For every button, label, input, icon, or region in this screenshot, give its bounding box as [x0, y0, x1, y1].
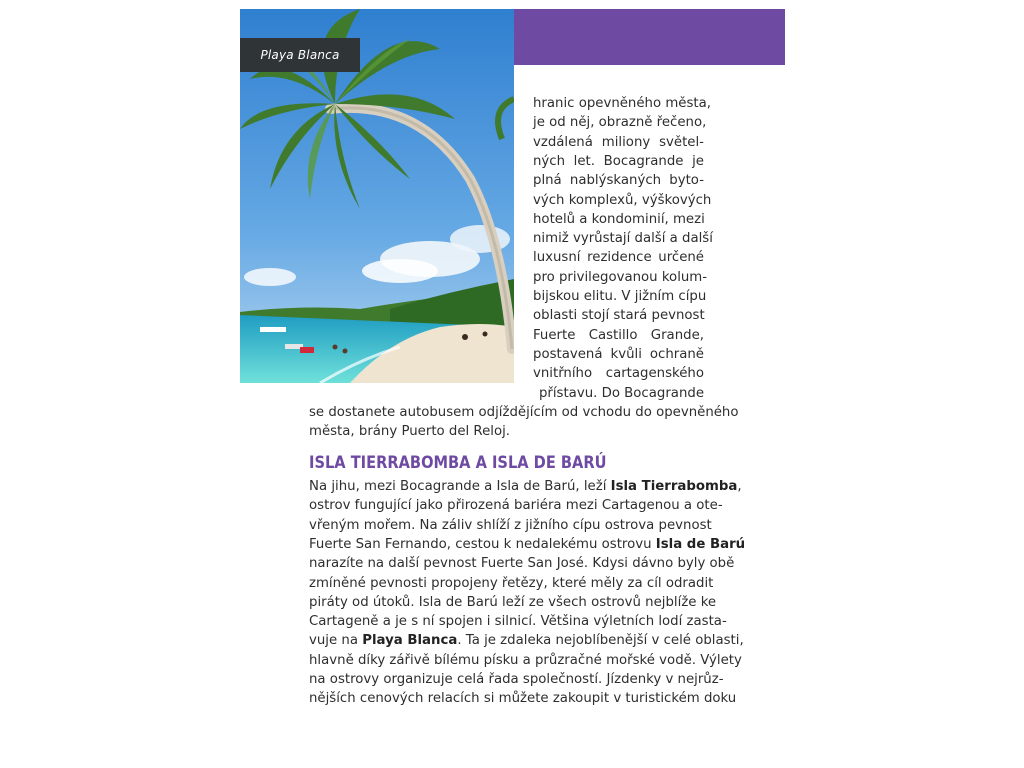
section-line — [309, 477, 742, 496]
section-line-bold: Playa Blanca — [362, 633, 458, 649]
section-line-text: zmíněné pevnosti propojeny řetězy, které měly za cíl odradit — [309, 575, 714, 591]
section-line-text: vřeným mořem. Na záliv shlíží z jižního cípu ostrova pevnost — [309, 517, 712, 533]
intro-line: pro privilegovanou kolum- — [533, 269, 708, 285]
section-line-text: Fuerte San Fernando, cestou k nedalekému ostrovu — [309, 536, 656, 552]
section-line-text: , — [737, 479, 742, 494]
intro-line: luxusní rezidence určené — [533, 250, 704, 266]
section-line-text: Cartageně a je s ní spojen i silnicí. Většina výletních lodí zasta- — [309, 614, 727, 630]
intro-line: je od něj, obrazně řečeno, — [533, 115, 707, 131]
intro-line: ných let. Bocagrande je — [533, 153, 704, 169]
intro-line: přístavu. Do Bocagrande — [538, 385, 704, 401]
intro-line: postavená kvůli ochraně — [533, 346, 704, 362]
section-line — [309, 651, 742, 670]
intro-line: plná nablýskaných byto- — [533, 173, 704, 189]
intro-line: nimiž vyrůstají další a další — [533, 231, 713, 247]
section-line-text: narazíte na další pevnost Fuerte San José. Kdysi dávno byly obě — [309, 556, 735, 572]
section-line-bold: Isla de Barú — [655, 536, 746, 552]
section-line — [309, 535, 746, 554]
header-color-bar — [514, 9, 785, 65]
section-line-text: piráty od útoků. Isla de Barú leží ze všech ostrovů nejblíže ke — [309, 594, 717, 610]
section-line — [309, 670, 724, 689]
intro-line: oblasti stojí stará pevnost — [533, 308, 705, 324]
section-line — [309, 516, 712, 535]
intro-line: města, brány Puerto del Reloj. — [309, 424, 511, 440]
intro-line: bijskou elitu. V jižním cípu — [533, 289, 707, 304]
section-line — [309, 554, 735, 573]
section-line — [309, 574, 714, 593]
section-line-text: ostrov fungující jako přirozená bariéra mezi Cartagenou a ote- — [309, 498, 723, 514]
section-line — [309, 593, 717, 612]
intro-line: vnitřního cartagenského — [533, 366, 704, 382]
section-line-text: . Ta je zdaleka nejoblíbenější v celé oblasti, — [457, 633, 744, 649]
section-line-text: vuje na — [309, 633, 363, 649]
photo-caption: Playa Blanca — [240, 38, 360, 72]
section-line-bold: Isla Tierrabomba — [610, 479, 738, 494]
section-heading: ISLA TIERRABOMBA A ISLA DE BARÚ — [309, 453, 607, 473]
section-line-text: Na jihu, mezi Bocagrande a Isla de Barú, leží — [309, 479, 611, 494]
intro-line: Fuerte Castillo Grande, — [533, 327, 704, 343]
intro-line: se dostanete autobusem odjíždějícím od vchodu do opevněného — [309, 404, 739, 420]
section-line — [309, 496, 723, 515]
section-line-text: hlavně díky zářivě bílému písku a průzračné mořské vodě. Výlety — [309, 652, 742, 668]
section-line — [309, 631, 744, 650]
intro-line: hranic opevněného města, — [533, 96, 711, 111]
intro-line: hotelů a kondominií, mezi — [533, 211, 705, 227]
section-line — [309, 689, 737, 708]
intro-line: vých komplexů, výškových — [533, 192, 712, 208]
intro-line: vzdálená miliony světel- — [533, 134, 704, 150]
section-line-text: na ostrovy organizuje celá řada společností. Jízdenky v nejrůz- — [309, 672, 724, 687]
section-line — [309, 612, 727, 631]
section-line-text: nějších cenových relacích si můžete zakoupit v turistickém doku — [309, 691, 737, 707]
